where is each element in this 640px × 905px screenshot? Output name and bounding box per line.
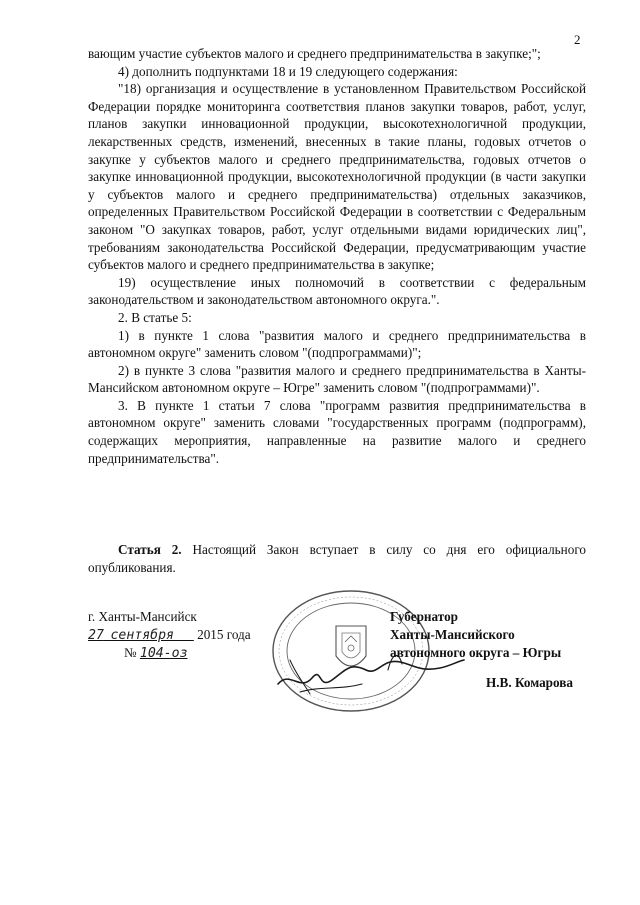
governor-region-line1: Ханты-Мансийского — [390, 626, 515, 642]
law-number-label: № — [124, 645, 137, 661]
paragraph: 2) в пункте 3 слова "развития малого и среднего предпринимательства в Ханты-Мансийском автономном округе – Югре" заменить словом "(подпрограммами)". — [88, 362, 586, 396]
article-2 — [88, 541, 586, 576]
paragraph: 19) осуществление иных полномочий в соответствии с федеральным законодательством и законодательством автономного округа.". — [88, 274, 586, 308]
signing-city: г. Ханты-Мансийск — [88, 609, 197, 624]
paragraph: вающим участие субъектов малого и среднего предпринимательства в закупке;"; — [88, 46, 541, 61]
page-number: 2 — [574, 32, 581, 47]
signing-day: 27 — [88, 627, 104, 643]
article-2-label: Статья 2. — [118, 542, 182, 557]
paragraph: 3. В пункте 1 статьи 7 слова "программ развития предпринимательства в автономном округе" заменить словами "государственных программ (подпрограмм), содержащих мероприятия, направленные на развитие малого и среднего предпринимательства". — [88, 397, 586, 466]
law-number: 104-оз — [139, 646, 188, 662]
signing-year: 2015 года — [197, 626, 251, 642]
paragraph: 2. В статье 5: — [118, 309, 192, 325]
paragraph: 4) дополнить подпунктами 18 и 19 следующего содержания: — [118, 63, 458, 79]
law-number-line — [88, 644, 288, 663]
governor-block — [360, 608, 600, 692]
signing-place-block — [88, 608, 288, 663]
signing-date — [88, 626, 288, 645]
governor-region-line2: автономного округа – Югры — [390, 644, 562, 660]
governor-name: Н.В. Комарова — [486, 675, 573, 691]
paragraph: 1) в пункте 1 слова "развития малого и среднего предпринимательства в автономном округе" заменить словом "(подпрограммами)"; — [88, 327, 586, 361]
paragraph: "18) организация и осуществление в установленном Правительством Российской Федерации порядке мониторинга соответствия планов закупки товаров, работ, услуг, планов закупки инновационной продукции, высокотехнологичной продукции, лекарственных средств, изменений, внесенных в такие планы, годовых отчетов о закупке у субъектов малого и среднего предпринимательства, годовых отчетов о закупке инновационной продукции, высокотехнологичной продукции (в части закупки у субъектов малого и среднего предпринимательства) отдельных заказчиков, определенных Правительством Российской Федерации в соответствии с Федеральным законом "О закупках товаров, работ, услуг отдельными видами юридических лиц", требованиям законодательства Российской Федерации, предусматривающим участие субъектов малого и среднего предпринимательства в закупке; — [88, 81, 586, 273]
article-2-text: Настоящий Закон вступает в силу со дня его официального опубликования. — [88, 542, 586, 575]
signing-month: сентября — [110, 627, 175, 643]
law-body-text — [88, 45, 586, 467]
governor-title: Губернатор — [390, 609, 458, 624]
